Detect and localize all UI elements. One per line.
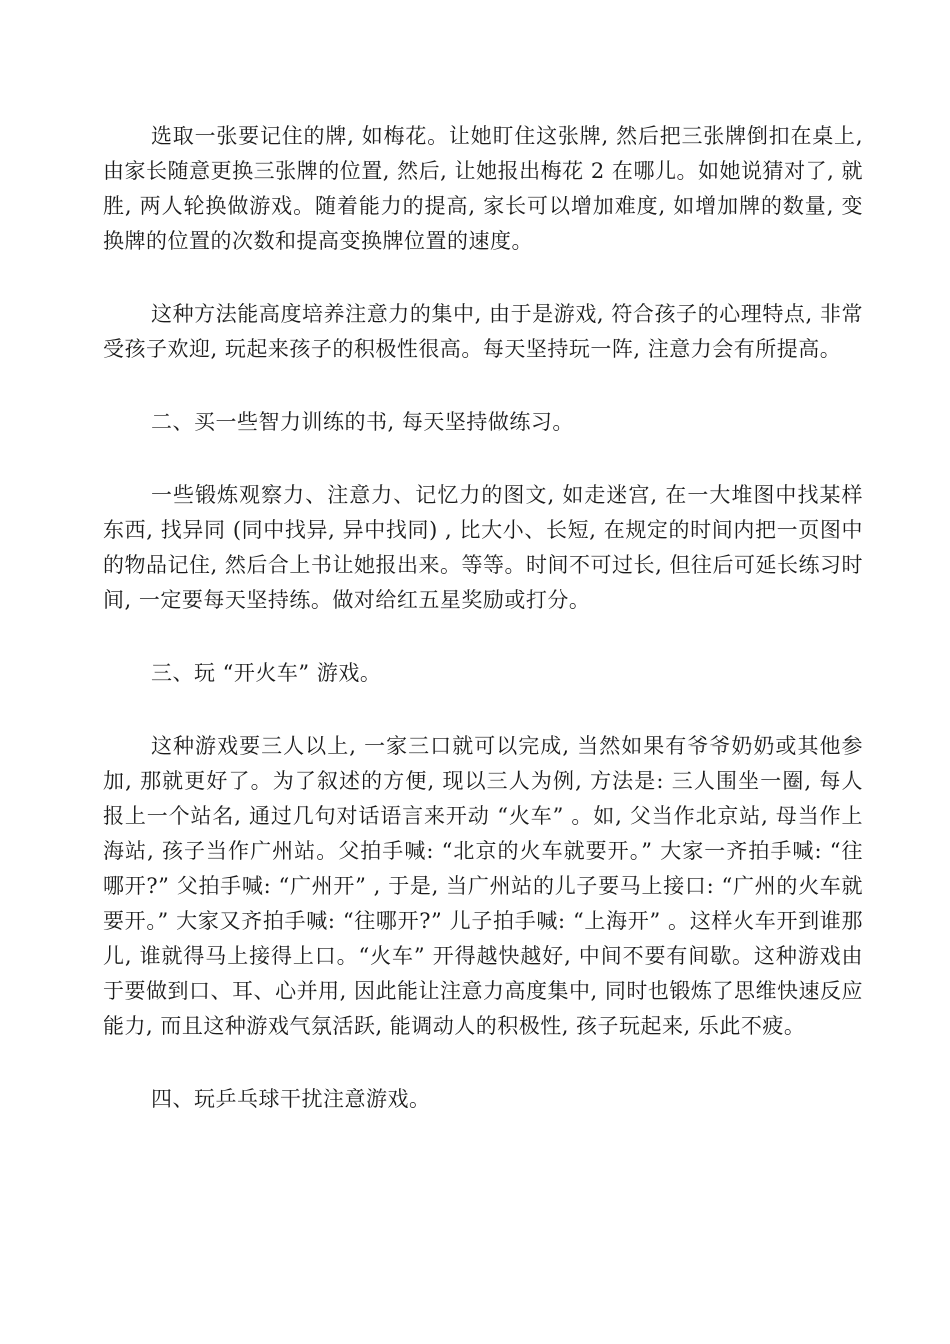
section-heading-3: 三、玩 “开火车” 游戏。: [151, 661, 382, 685]
paragraph-gap: [103, 1044, 863, 1082]
paragraph-train-game: 这种游戏要三人以上, 一家三口就可以完成, 当然如果有爷爷奶奶或其他参加, 那就更好了。为了叙述的方便, 现以三人为例, 方法是: 三人围坐一圈, 每人报上一个站名, 通过几句对话语言来开动 “火车” 。如, 父当作北京站, 母当作上海站, 孩子当作广州站。父拍手喊: “北京的火车就要开。” 大家一齐拍手喊: “往哪开?” 父拍手喊: “广州开” , 于是, 当广州站的儿子要马上接口: “广州的火车就要开。” 大家又齐拍手喊: “往哪开?” 儿子拍手喊: “上海开” 。这样火车开到谁那儿, 谁就得马上接得上口。“火车” 开得越快越好, 中间不要有间歇。这种游戏由于要做到口、耳、心并用, 因此能让注意力高度集中, 同时也锻炼了思维快速反应能力, 而且这种游戏气氛活跃, 能调动人的积极性, 孩子玩起来, 乐此不疲。: [103, 734, 863, 1038]
paragraph-training-books: 一些锻炼观察力、注意力、记忆力的图文, 如走迷宫, 在一大堆图中找某样东西, 找异同 (同中找异, 异中找同) , 比大小、长短, 在规定的时间内把一页图中的物品记住, 然后合上书让她报出来。等等。时间不可过长, 但往后可延长练习时间, 一定要每天坚持练。做对给红五星奖励或打分。: [103, 483, 863, 612]
paragraph-gap: [103, 259, 863, 297]
paragraph-card-game: 选取一张要记住的牌, 如梅花。让她盯住这张牌, 然后把三张牌倒扣在桌上, 由家长随意更换三张牌的位置, 然后, 让她报出梅花 2 在哪儿。如她说猜对了, 就胜, 两人轮换做游戏。随着能力的提高, 家长可以增加难度, 如增加牌的数量, 变换牌的位置的次数和提高变换牌位置的速度。: [103, 124, 863, 253]
paragraph-gap: [103, 691, 863, 729]
paragraph-gap: [103, 618, 863, 656]
paragraph-card-game-benefit: 这种方法能高度培养注意力的集中, 由于是游戏, 符合孩子的心理特点, 非常受孩子欢迎, 玩起来孩子的积极性很高。每天坚持玩一阵, 注意力会有所提高。: [103, 302, 863, 361]
section-heading-2: 二、买一些智力训练的书, 每天坚持做练习。: [151, 410, 574, 434]
paragraph-gap: [103, 440, 863, 478]
paragraph-gap: [103, 367, 863, 405]
document-page: [103, 119, 863, 1117]
section-heading-4: 四、玩乒乓球干扰注意游戏。: [151, 1087, 431, 1111]
